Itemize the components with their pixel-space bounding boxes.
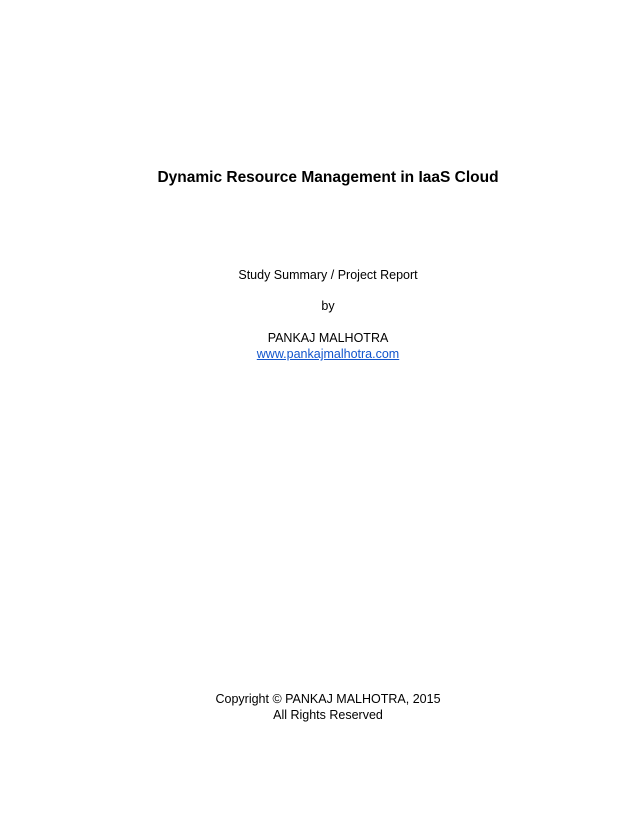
- document-title: Dynamic Resource Management in IaaS Cloud: [157, 169, 499, 186]
- author-name: PANKAJ MALHOTRA: [267, 331, 389, 345]
- author-website: [0, 347, 640, 361]
- rights-notice: All Rights Reserved: [273, 708, 383, 722]
- by-label: by: [321, 299, 335, 313]
- website-link[interactable]: www.pankajmalhotra.com: [256, 347, 400, 361]
- copyright-notice: Copyright © PANKAJ MALHOTRA, 2015: [215, 692, 441, 706]
- document-subtitle: Study Summary / Project Report: [238, 268, 418, 282]
